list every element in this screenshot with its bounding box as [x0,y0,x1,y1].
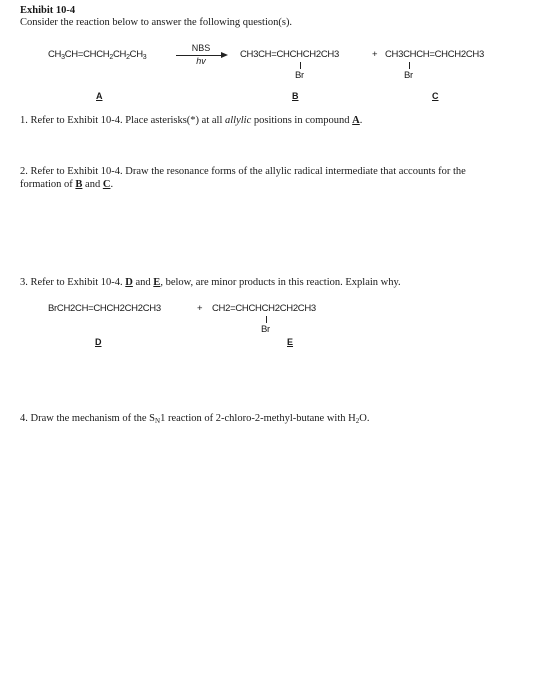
exhibit-intro: Consider the reaction below to answer the following question(s). [20,17,293,28]
question-2-line-1: 2. Refer to Exhibit 10-4. Draw the resonance forms of the allylic radical intermediate that accounts for the [20,166,466,177]
reagent-light: hv [196,56,206,66]
question-2-line-2: formation of B and C. [20,179,114,190]
question-4: 4. Draw the mechanism of the SN1 reaction of 2-chloro-2-methyl-butane with H2O. [20,413,370,425]
question-3: 3. Refer to Exhibit 10-4. D and E, below, are minor products in this reaction. Explain why. [20,277,401,288]
label-c: C [432,91,439,101]
label-e: E [287,337,294,347]
compound-c-formula: CH3CHCH=CHCH2CH3 [385,49,484,60]
plus-sign: + [372,49,378,60]
compound-a-formula: $CH_3CH=CHCH_2CH_2CH_3$ [48,49,147,61]
compound-e-formula: CH2=CHCHCH2CH2CH3 [212,303,316,314]
compound-c-bond [409,62,410,69]
exhibit-title: Exhibit 10-4 [20,5,76,16]
label-a: A [96,91,103,101]
reaction-arrow-head [221,52,228,58]
label-d: D [95,337,102,347]
compound-e-bond [266,316,267,323]
reagent-nbs: NBS [191,43,211,53]
compound-d-formula: BrCH2CH=CHCH2CH2CH3 [48,303,161,314]
compound-c-substituent: Br [404,70,413,81]
compound-e-substituent: Br [261,324,270,335]
compound-b-formula: CH3CH=CHCHCH2CH3 [240,49,339,60]
plus-sign-minor: + [197,303,203,314]
label-b: B [292,91,299,101]
question-1: 1. Refer to Exhibit 10-4. Place asterisks(*) at all allylic positions in compound A. [20,115,363,126]
compound-b-substituent: Br [295,70,304,81]
compound-b-bond [300,62,301,69]
